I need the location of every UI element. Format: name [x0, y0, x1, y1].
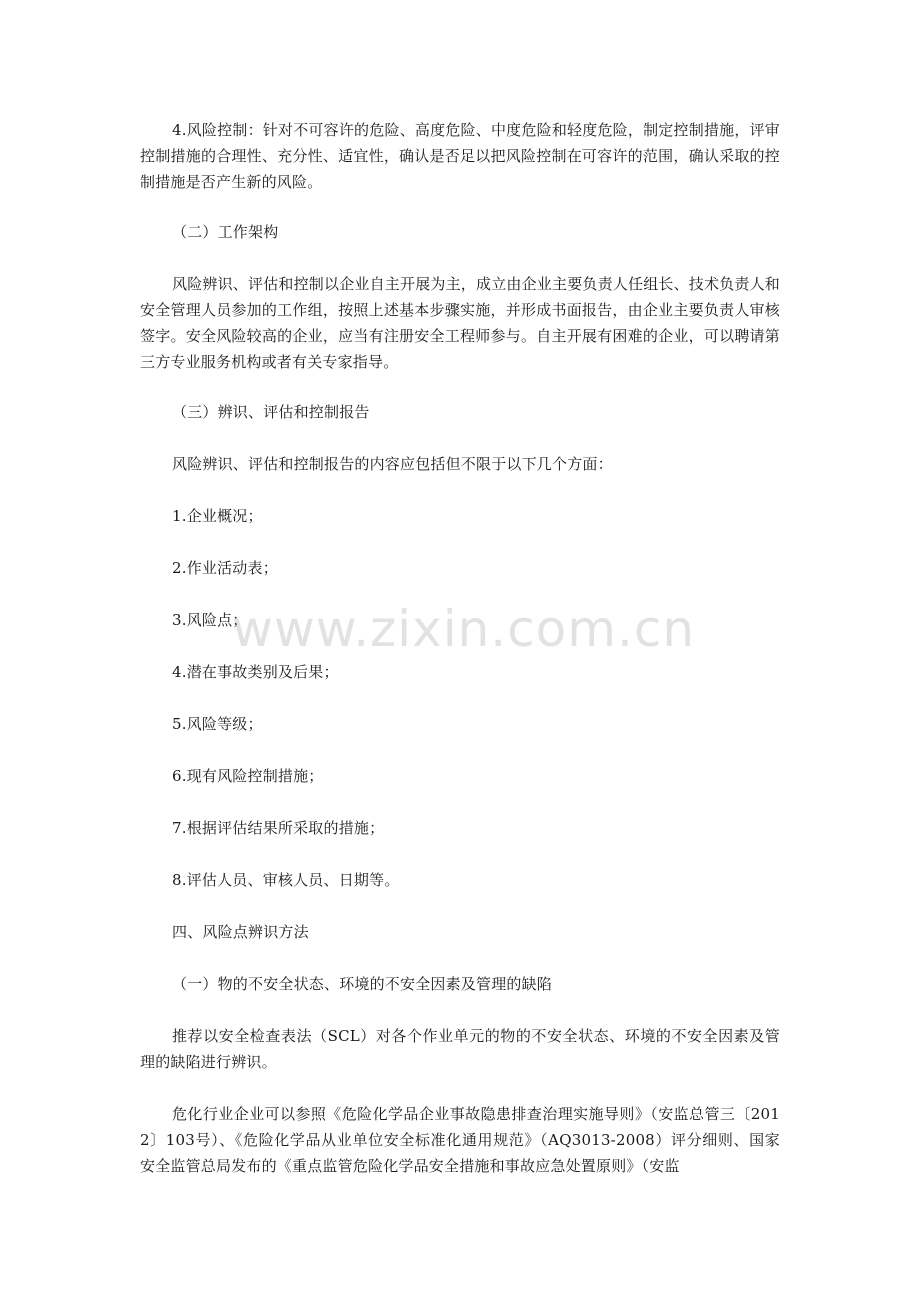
list-item: 7.根据评估结果所采取的措施；: [172, 819, 385, 837]
list-item: 1.企业概况；: [172, 507, 263, 525]
watermark: www.zixin.com.cn: [232, 600, 696, 658]
subheading-unsafe-conditions: （一）物的不安全状态、环境的不安全因素及管理的缺陷: [172, 975, 553, 993]
list-item: 4.潜在事故类别及后果；: [172, 663, 339, 681]
paragraph-report-intro: 风险辨识、评估和控制报告的内容应包括但不限于以下几个方面：: [172, 455, 613, 473]
list-item: 6.现有风险控制措施；: [172, 767, 324, 785]
paragraph-chemical-references: 危化行业企业可以参照《危险化学品企业事故隐患排查治理实施导则》（安监总管三〔2012〕103号）、《危险化学品从业单位安全标准化通用规范》（AQ3013-2008）评分细则、国家安全监管总局发布的《重点监管危险化学品安全措施和事故应急处置原则》（安监: [140, 1105, 780, 1175]
heading-report: （三）辨识、评估和控制报告: [172, 403, 370, 421]
list-item: 5.风险等级；: [172, 715, 263, 733]
paragraph-risk-control: 4.风险控制：针对不可容许的危险、高度危险、中度危险和轻度危险，制定控制措施，评审控制措施的合理性、充分性、适宜性，确认是否足以把风险控制在可容许的范围，确认采取的控制措施是否产生新的风险。: [140, 121, 780, 191]
section-heading-identification-methods: 四、风险点辨识方法: [172, 923, 309, 941]
list-item: 2.作业活动表；: [172, 559, 278, 577]
heading-work-structure: （二）工作架构: [172, 223, 279, 241]
paragraph-scl-method: 推荐以安全检查表法（SCL）对各个作业单元的物的不安全状态、环境的不安全因素及管理的缺陷进行辨识。: [140, 1027, 780, 1071]
list-item: 8.评估人员、审核人员、日期等。: [172, 871, 400, 889]
paragraph-work-structure: 风险辨识、评估和控制以企业自主开展为主，成立由企业主要负责人任组长、技术负责人和安全管理人员参加的工作组，按照上述基本步骤实施，并形成书面报告，由企业主要负责人审核签字。安全风险较高的企业，应当有注册安全工程师参与。自主开展有困难的企业，可以聘请第三方专业服务机构或者有关专家指导。: [140, 275, 781, 371]
list-item: 3.风险点；: [172, 611, 248, 629]
